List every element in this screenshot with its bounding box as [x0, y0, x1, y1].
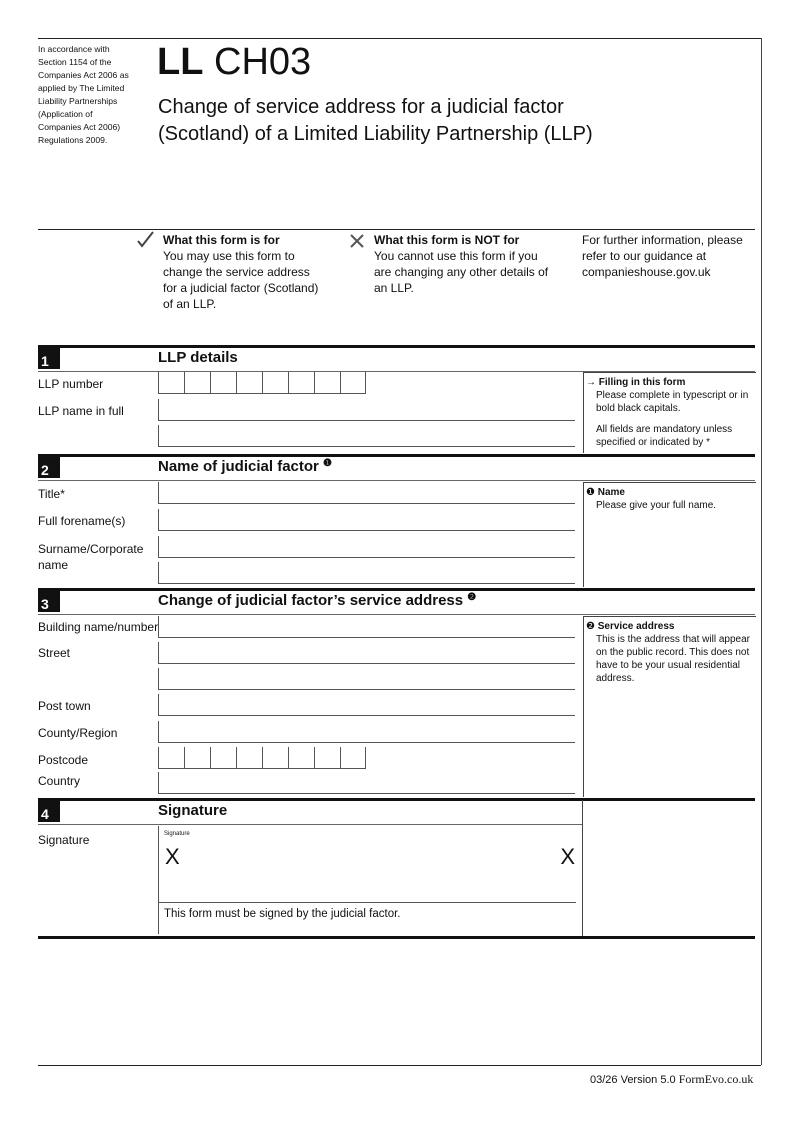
section-2-rule — [38, 454, 755, 457]
building-label: Building name/number — [38, 620, 159, 634]
section-2-number: 2 — [38, 456, 60, 478]
note-1-icon: ❶ — [586, 487, 595, 498]
section-4-subrule — [38, 824, 583, 825]
street-field[interactable] — [158, 642, 575, 664]
section-3-rule — [38, 588, 755, 591]
top-rule — [38, 38, 761, 39]
right-rule — [761, 38, 762, 1065]
service-address-note: ❷ Service address This is the address that will appear on the public record. This does not have to be your usual residential address. — [583, 616, 756, 797]
street-label: Street — [38, 646, 71, 660]
section-1-title: LLP details — [158, 349, 238, 366]
filling-note: → Filling in this form Please complete in typescript or in bold black capitals. All fields are mandatory unless specified or indicated by * — [583, 372, 756, 453]
section-2-subrule — [38, 480, 755, 481]
form-code-prefix: LL — [157, 41, 204, 83]
section-3-number: 3 — [38, 590, 60, 612]
name-note: ❶ Name Please give your full name. — [583, 482, 756, 587]
county-label: County/Region — [38, 726, 118, 740]
building-field[interactable] — [158, 616, 575, 638]
section-4-side-divider — [582, 800, 583, 936]
forenames-field[interactable] — [158, 509, 575, 531]
llp-number-label: LLP number — [38, 377, 104, 391]
street-field-2[interactable] — [158, 668, 575, 690]
signature-note-rule — [159, 902, 576, 903]
title-field[interactable] — [158, 482, 575, 504]
not-for-heading: What this form is NOT for — [374, 233, 520, 247]
info-top-rule — [38, 229, 755, 230]
country-label: Country — [38, 774, 81, 788]
postcode-boxes[interactable] — [158, 747, 366, 769]
llp-name-field-2[interactable] — [158, 425, 575, 447]
section-1-rule — [38, 345, 755, 348]
county-field[interactable] — [158, 721, 575, 743]
llp-number-boxes[interactable] — [158, 372, 366, 394]
bottom-rule — [38, 1065, 761, 1066]
section-2-title: Name of judicial factor $^❶$ — [158, 458, 333, 475]
cross-icon — [349, 233, 365, 249]
signature-box-label: Signature — [164, 831, 190, 837]
footer — [590, 1072, 753, 1087]
form-code-id: CH03 — [214, 41, 312, 83]
signature-note: This form must be signed by the judicial factor. — [164, 908, 401, 920]
signature-start-x: X — [165, 844, 180, 869]
service-note-heading: Service address — [597, 621, 675, 632]
filling-heading: Filling in this form — [598, 377, 686, 388]
signature-label: Signature — [38, 833, 90, 847]
not-for-block: What this form is NOT for You cannot use this form if you are changing any other details of an LLP. — [374, 233, 549, 295]
signature-box[interactable] — [158, 826, 575, 934]
note-marker-2: ❷ — [467, 592, 477, 603]
footer-brand: FormEvo.co.uk — [678, 1072, 754, 1086]
llp-name-field[interactable] — [158, 399, 575, 421]
check-icon — [136, 231, 156, 249]
is-for-block: What this form is for You may use this form to change the service address for a judicial factor (Scotland) of an LLP. — [163, 233, 319, 311]
form-code — [157, 40, 311, 84]
post-town-label: Post town — [38, 699, 91, 713]
post-town-field[interactable] — [158, 694, 575, 716]
forenames-label: Full forename(s) — [38, 514, 126, 528]
llp-name-label: LLP name in full — [38, 404, 124, 418]
section-3-subrule — [38, 614, 755, 615]
note-marker-1: ❶ — [323, 458, 333, 469]
postcode-label: Postcode — [38, 753, 89, 767]
surname-field-2[interactable] — [158, 562, 575, 584]
section-1-number: 1 — [38, 347, 60, 369]
legal-note: In accordance with Section 1154 of the Companies Act 2006 as applied by The Limited Liability Partnerships (Application of Companies Act 2006) Regulations 2009. — [38, 44, 129, 145]
note-2-icon: ❷ — [586, 621, 595, 632]
section-4-rule — [38, 798, 755, 801]
section-4-title: Signature — [158, 802, 228, 819]
surname-field[interactable] — [158, 536, 575, 558]
title-label: Title* — [38, 487, 65, 501]
surname-label: Surname/Corporate name — [38, 542, 144, 572]
further-info: For further information, please refer to our guidance at companieshouse.gov.uk — [582, 233, 743, 279]
footer-version: 03/26 Version 5.0 — [590, 1074, 676, 1086]
signature-end-x: X — [560, 844, 575, 869]
country-field[interactable] — [158, 772, 575, 794]
section-3-title: Change of judicial factor’s service address $^❷$ — [158, 592, 477, 609]
section-4-end-rule — [38, 936, 755, 939]
is-for-heading: What this form is for — [163, 233, 280, 247]
form-title: Change of service address for a judicial factor (Scotland) of a Limited Liability Partnership (LLP) — [158, 96, 593, 145]
section-4-number: 4 — [38, 800, 60, 822]
name-note-heading: Name — [597, 487, 625, 498]
arrow-right-icon: → — [586, 377, 596, 388]
